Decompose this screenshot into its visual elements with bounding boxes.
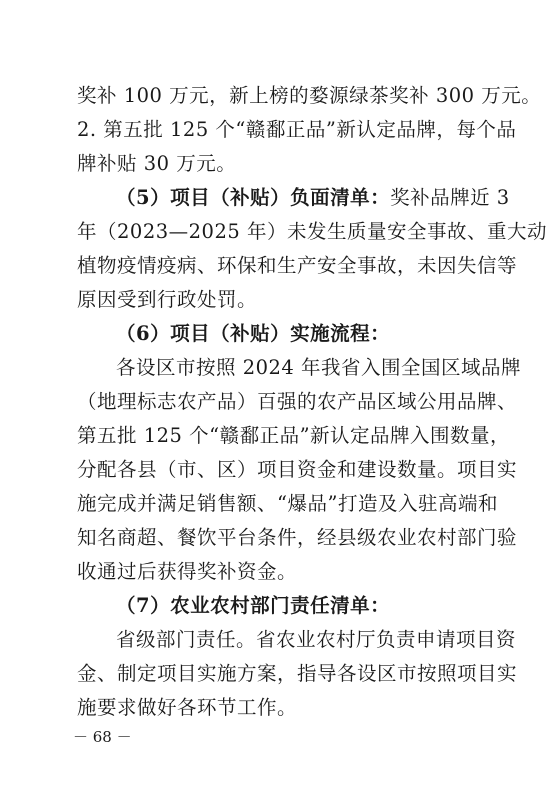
body-line-11: （地理标志农产品）百强的农产品区域公用品牌、 bbox=[77, 390, 518, 413]
body-line-7: 植物疫情疫病、环保和生产安全事故，未因失信等 bbox=[77, 254, 518, 277]
body-line-6: 年（2023—2025 年）未发生质量安全事故、重大动 bbox=[77, 220, 547, 243]
section-5-prefix: （5） bbox=[116, 186, 171, 209]
body-line-12: 第五批 125 个“赣鄱正品”新认定品牌入围数量， bbox=[77, 424, 511, 447]
body-line-20: 施要求做好各环节工作。 bbox=[77, 696, 298, 719]
section-5-text: 奖补品牌近 3 bbox=[390, 186, 510, 209]
body-line-14: 施完成并满足销售额、“爆品”打造及入驻高端和 bbox=[77, 492, 498, 515]
body-line-1: 奖补 100 万元，新上榜的婺源绿茶奖补 300 万元。 bbox=[77, 84, 542, 107]
body-line-2: 2. 第五批 125 个“赣鄱正品”新认定品牌，每个品 bbox=[77, 118, 517, 141]
section-5-title: 项目（补贴）负面清单： bbox=[170, 186, 391, 209]
section-7-heading: （7）农业农村部门责任清单： bbox=[116, 594, 391, 617]
section-6-heading: （6）项目（补贴）实施流程： bbox=[116, 322, 391, 345]
body-line-19: 金、制定项目实施方案，指导各设区市按照项目实 bbox=[77, 662, 518, 685]
body-line-3: 牌补贴 30 万元。 bbox=[77, 152, 237, 175]
page-number: － 68 － bbox=[73, 728, 132, 746]
body-line-16: 收通过后获得奖补资金。 bbox=[77, 560, 298, 583]
body-line-18: 省级部门责任。省农业农村厅负责申请项目资 bbox=[116, 628, 517, 651]
section-5-heading-line bbox=[116, 186, 536, 210]
body-line-13: 分配各县（市、区）项目资金和建设数量。项目实 bbox=[77, 458, 518, 481]
body-line-10: 各设区市按照 2024 年我省入围全国区域品牌 bbox=[116, 356, 522, 379]
body-line-8: 原因受到行政处罚。 bbox=[77, 288, 258, 311]
body-line-15: 知名商超、餐饮平台条件，经县级农业农村部门验 bbox=[77, 526, 518, 549]
